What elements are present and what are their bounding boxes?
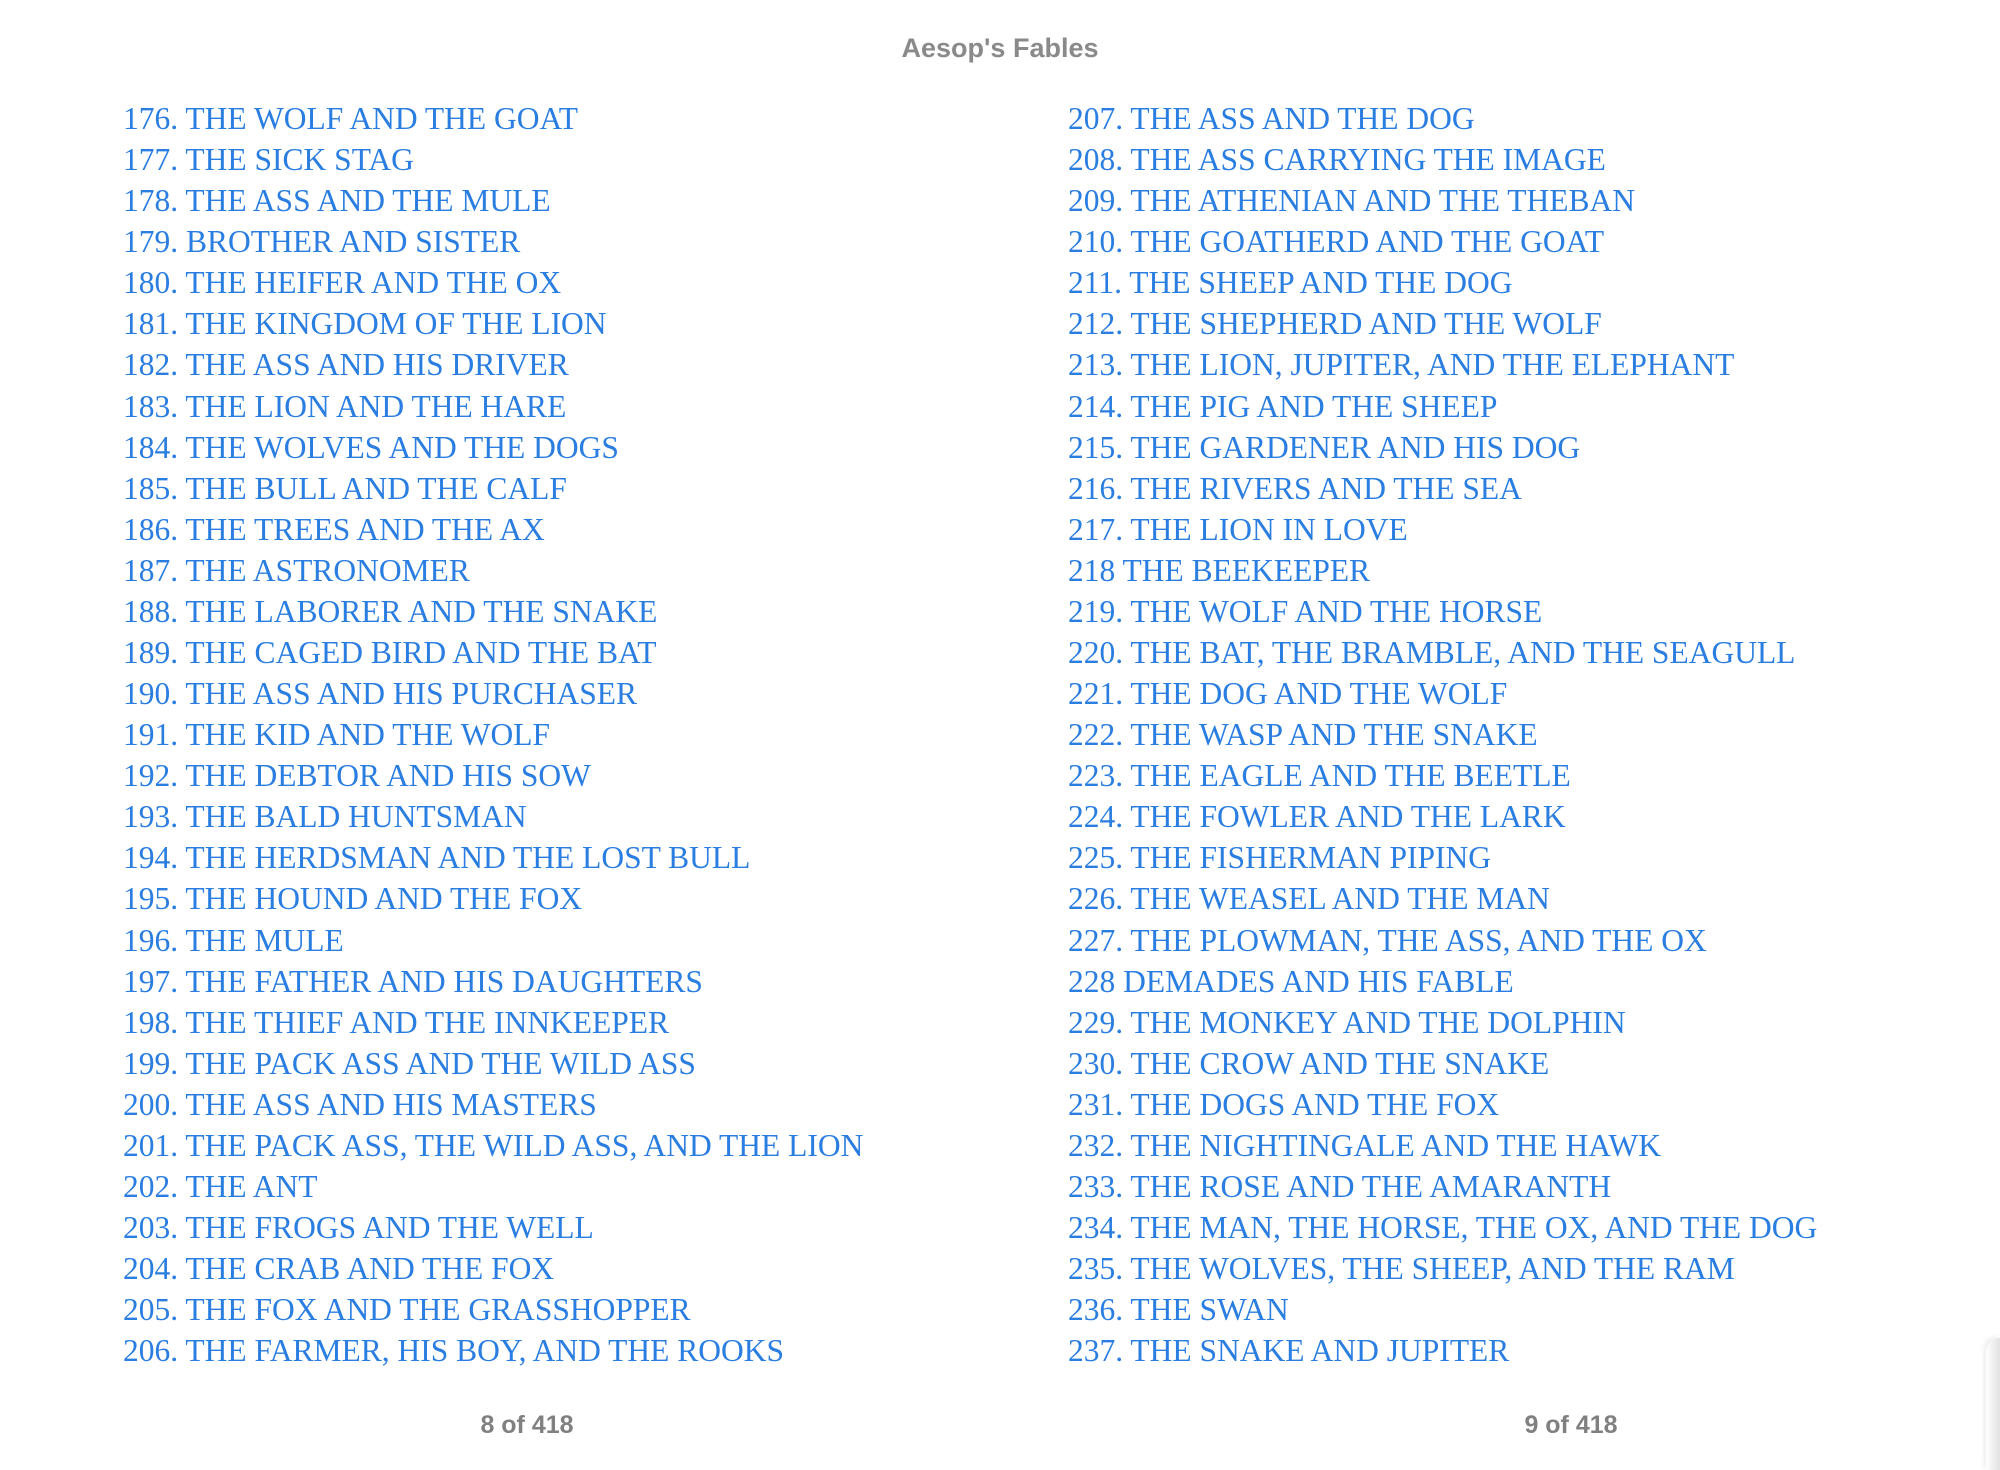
book-title: Aesop's Fables — [901, 33, 1099, 63]
toc-link[interactable]: 218 THE BEEKEEPER — [1068, 552, 1371, 588]
toc-link[interactable]: 186. THE TREES AND THE AX — [123, 511, 545, 547]
page-curl-edge — [1986, 1338, 2000, 1470]
table-of-contents-right — [1068, 98, 1817, 1371]
toc-link[interactable]: 180. THE HEIFER AND THE OX — [123, 265, 562, 301]
page-number-right: 9 of 418 — [1524, 1411, 1618, 1439]
toc-link[interactable]: 213. THE LION, JUPITER, AND THE ELEPHANT — [1068, 347, 1735, 383]
toc-link[interactable]: 207. THE ASS AND THE DOG — [1068, 101, 1475, 136]
toc-link[interactable]: 220. THE BAT, THE BRAMBLE, AND THE SEAGULL — [1068, 635, 1796, 671]
toc-link[interactable]: 212. THE SHEPHERD AND THE WOLF — [1068, 306, 1602, 342]
toc-link[interactable]: 176. THE WOLF AND THE GOAT — [123, 101, 578, 136]
toc-link[interactable]: 202. THE ANT — [123, 1169, 318, 1205]
toc-link[interactable]: 219. THE WOLF AND THE HORSE — [1068, 593, 1543, 629]
toc-link[interactable]: 195. THE HOUND AND THE FOX — [123, 881, 583, 917]
toc-link[interactable]: 199. THE PACK ASS AND THE WILD ASS — [123, 1045, 696, 1081]
toc-link[interactable]: 192. THE DEBTOR AND HIS SOW — [123, 758, 591, 794]
toc-link[interactable]: 232. THE NIGHTINGALE AND THE HAWK — [1068, 1127, 1661, 1163]
right-page — [1000, 0, 2000, 1470]
toc-link[interactable]: 201. THE PACK ASS, THE WILD ASS, AND THE LION — [123, 1127, 864, 1163]
toc-link[interactable]: 178. THE ASS AND THE MULE — [123, 183, 551, 219]
toc-link[interactable]: 223. THE EAGLE AND THE BEETLE — [1068, 758, 1571, 794]
toc-link[interactable]: 189. THE CAGED BIRD AND THE BAT — [123, 635, 657, 671]
toc-link[interactable]: 225. THE FISHERMAN PIPING — [1068, 840, 1491, 876]
toc-link[interactable]: 196. THE MULE — [123, 922, 344, 958]
toc-link[interactable]: 190. THE ASS AND HIS PURCHASER — [123, 676, 638, 712]
toc-link[interactable]: 217. THE LION IN LOVE — [1068, 511, 1408, 547]
toc-link[interactable]: 222. THE WASP AND THE SNAKE — [1068, 717, 1538, 753]
toc-link[interactable]: 229. THE MONKEY AND THE DOLPHIN — [1068, 1004, 1626, 1040]
toc-link[interactable]: 185. THE BULL AND THE CALF — [123, 470, 567, 506]
toc-link[interactable]: 224. THE FOWLER AND THE LARK — [1068, 799, 1566, 835]
toc-link[interactable]: 216. THE RIVERS AND THE SEA — [1068, 470, 1522, 506]
toc-link[interactable]: 221. THE DOG AND THE WOLF — [1068, 676, 1508, 712]
toc-link[interactable]: 234. THE MAN, THE HORSE, THE OX, AND THE DOG — [1068, 1210, 1818, 1246]
page-number-left: 8 of 418 — [480, 1411, 574, 1439]
toc-link[interactable]: 184. THE WOLVES AND THE DOGS — [123, 429, 619, 465]
toc-link[interactable]: 194. THE HERDSMAN AND THE LOST BULL — [123, 840, 751, 876]
toc-link[interactable]: 231. THE DOGS AND THE FOX — [1068, 1086, 1500, 1122]
toc-link[interactable]: 198. THE THIEF AND THE INNKEEPER — [123, 1004, 669, 1040]
toc-link[interactable]: 230. THE CROW AND THE SNAKE — [1068, 1045, 1550, 1081]
toc-link[interactable]: 227. THE PLOWMAN, THE ASS, AND THE OX — [1068, 922, 1707, 958]
toc-link[interactable]: 203. THE FROGS AND THE WELL — [123, 1210, 594, 1246]
toc-link[interactable]: 182. THE ASS AND HIS DRIVER — [123, 347, 569, 383]
toc-link[interactable]: 228 DEMADES AND HIS FABLE — [1068, 963, 1514, 999]
toc-link[interactable]: 206. THE FARMER, HIS BOY, AND THE ROOKS — [123, 1333, 785, 1369]
toc-link[interactable]: 183. THE LION AND THE HARE — [123, 388, 567, 424]
toc-link[interactable]: 177. THE SICK STAG — [123, 142, 414, 178]
toc-link[interactable]: 214. THE PIG AND THE SHEEP — [1068, 388, 1498, 424]
toc-link[interactable]: 215. THE GARDENER AND HIS DOG — [1068, 429, 1581, 465]
toc-link[interactable]: 210. THE GOATHERD AND THE GOAT — [1068, 224, 1605, 260]
toc-link[interactable]: 209. THE ATHENIAN AND THE THEBAN — [1068, 183, 1635, 219]
toc-link[interactable]: 208. THE ASS CARRYING THE IMAGE — [1068, 142, 1606, 178]
toc-link[interactable]: 226. THE WEASEL AND THE MAN — [1068, 881, 1550, 917]
toc-link[interactable]: 197. THE FATHER AND HIS DAUGHTERS — [123, 963, 703, 999]
toc-link[interactable]: 211. THE SHEEP AND THE DOG — [1068, 265, 1513, 301]
toc-link[interactable]: 233. THE ROSE AND THE AMARANTH — [1068, 1169, 1612, 1205]
toc-link[interactable]: 204. THE CRAB AND THE FOX — [123, 1251, 555, 1287]
toc-link[interactable]: 187. THE ASTRONOMER — [123, 552, 470, 588]
toc-link[interactable]: 188. THE LABORER AND THE SNAKE — [123, 593, 658, 629]
toc-link[interactable]: 237. THE SNAKE AND JUPITER — [1068, 1333, 1510, 1369]
toc-link[interactable]: 235. THE WOLVES, THE SHEEP, AND THE RAM — [1068, 1251, 1735, 1287]
toc-link[interactable]: 191. THE KID AND THE WOLF — [123, 717, 550, 753]
toc-link[interactable]: 179. BROTHER AND SISTER — [123, 224, 521, 260]
table-of-contents-left — [123, 98, 863, 1371]
toc-link[interactable]: 205. THE FOX AND THE GRASSHOPPER — [123, 1292, 691, 1328]
toc-link[interactable]: 200. THE ASS AND HIS MASTERS — [123, 1086, 597, 1122]
toc-link[interactable]: 193. THE BALD HUNTSMAN — [123, 799, 527, 835]
toc-link[interactable]: 236. THE SWAN — [1068, 1292, 1289, 1328]
toc-link[interactable]: 181. THE KINGDOM OF THE LION — [123, 306, 607, 342]
